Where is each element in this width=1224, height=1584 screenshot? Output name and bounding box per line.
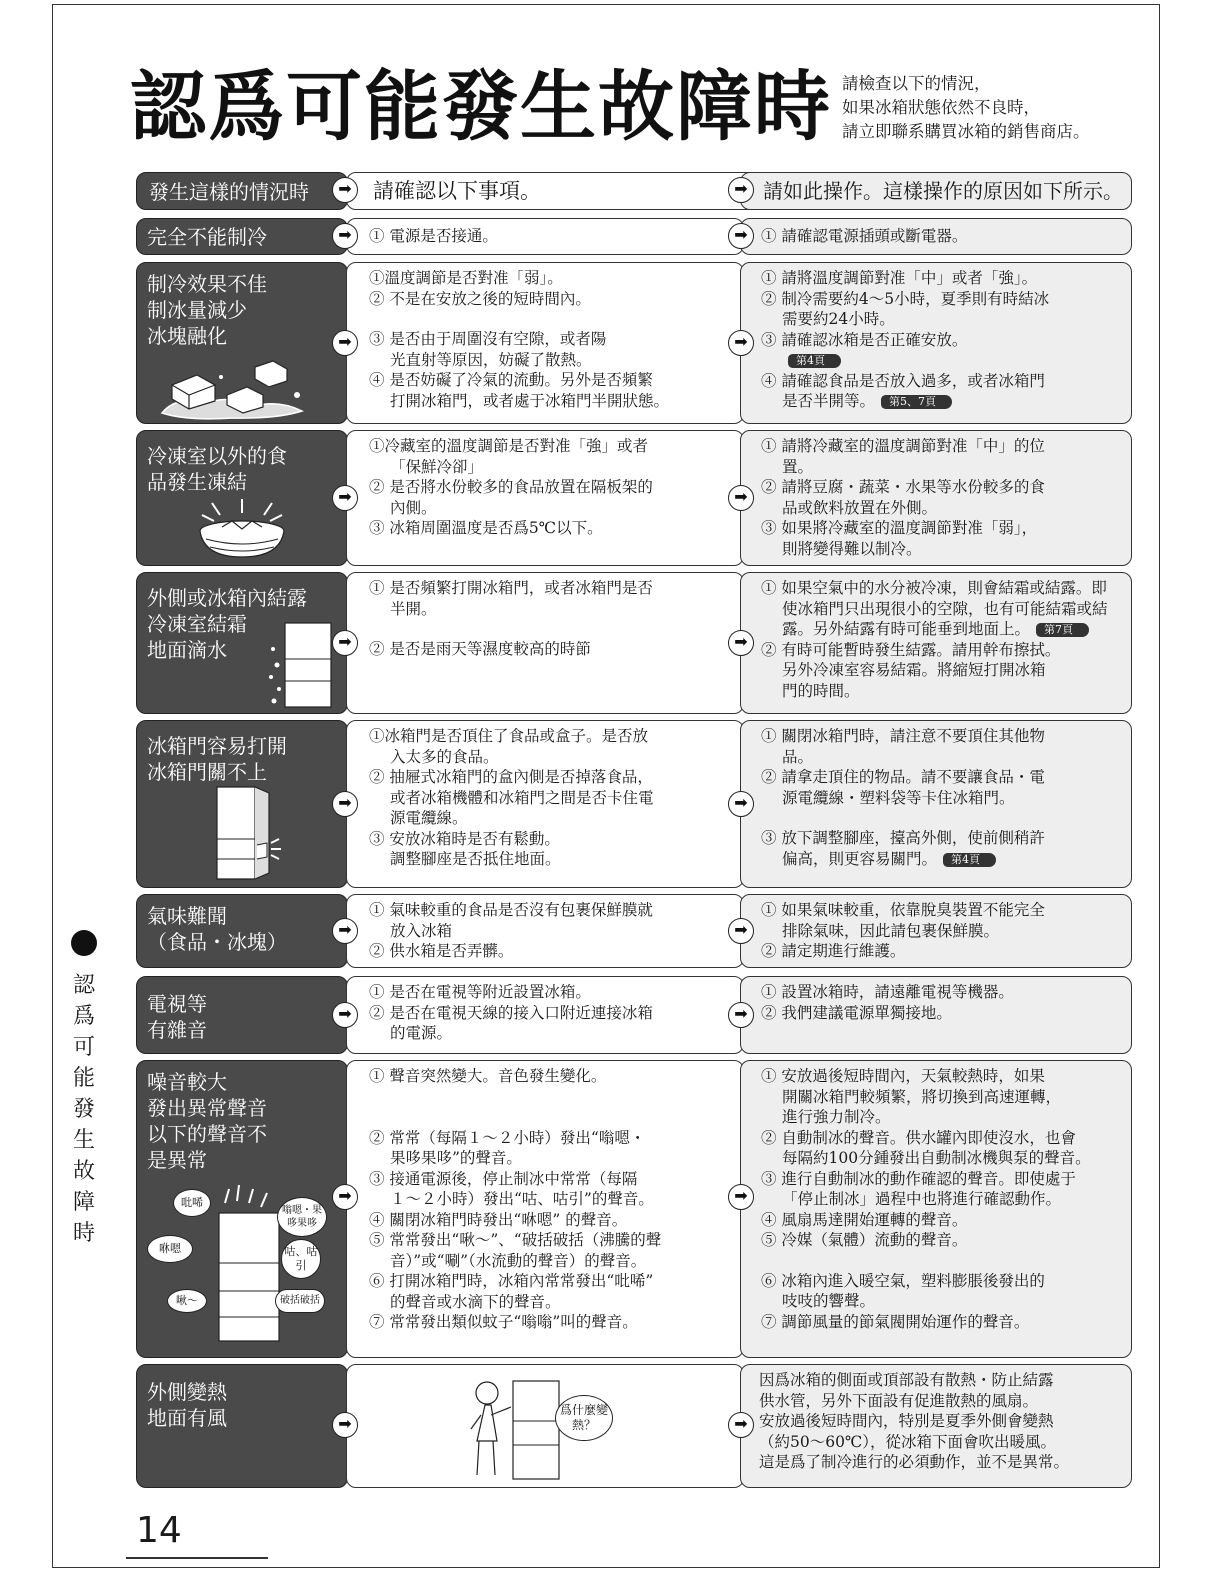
action-item: 供水管，另外下面設有促進散熱的風扇。: [759, 1391, 1039, 1410]
action-item: 每隔約100分鍾發出自動制冰機與泵的聲音。: [782, 1149, 1091, 1167]
intro-text: [842, 72, 1090, 144]
check-item: 調整腳座是否抵住地面。: [390, 850, 561, 868]
check-item: ② 供水箱是否弄髒。: [369, 942, 514, 960]
symptom-cell: [136, 218, 348, 255]
check-item: 果哆果哆”的聲音。: [390, 1149, 522, 1167]
page-reference: 第4頁: [943, 853, 996, 867]
check-item: ② 不是在安放之後的短時間內。: [369, 289, 591, 308]
check-item: 或者冰箱機體和冰箱門之間是否卡住電: [390, 788, 654, 807]
arrow-right-icon: ➡: [728, 1002, 754, 1028]
check-item: 內側。: [390, 498, 437, 517]
arrow-right-icon: ➡: [332, 1412, 358, 1438]
action-item: 「停止制冰」過程中也將進行確認動作。: [782, 1190, 1062, 1208]
action-item: ② 有時可能暫時發生結露。請用幹布擦拭。: [761, 640, 1061, 659]
check-item: ① 是否頻繁打開冰箱門，或者冰箱門是否: [369, 579, 653, 597]
frozen-bowl-illustration: [192, 497, 292, 563]
symptom-label: 冷凍室以外的食 品發生凍結: [147, 444, 287, 494]
check-item: 源電纜線。: [390, 809, 468, 827]
arrow-right-icon: ➡: [332, 1002, 358, 1028]
action-item: 另外冷凍室容易結霜。將縮短打開冰箱: [782, 661, 1046, 679]
check-item: ③ 接通電源後，停止制冰中常常（每隔: [369, 1169, 638, 1188]
check-cell: [346, 262, 744, 424]
header-action: 請如此操作。這樣操作的原因如下所示。: [740, 172, 1132, 210]
table-row: [136, 976, 1132, 1054]
action-item: ① 如果氣味較重，依靠脫臭裝置不能完全: [761, 901, 1045, 919]
action-cell: [740, 262, 1132, 424]
action-item: ① 請將溫度調節對准「中」或者「強」。: [761, 269, 1038, 287]
check-item: ④ 關閉冰箱門時發出“咻嗯” 的聲音。: [369, 1210, 628, 1229]
check-item: 打開冰箱門，或者處于冰箱門半開狀態。: [390, 391, 670, 410]
check-item: 音）”或“唰”（水流動的聲音）的聲音。: [390, 1251, 647, 1270]
check-item: 的聲音或水滴下的聲音。: [390, 1292, 561, 1311]
symptom-label: 氣味難聞 （食品・冰塊）: [147, 904, 287, 954]
table-row: [136, 1364, 1132, 1488]
action-item: 偏高，則更容易關門。: [782, 849, 938, 868]
table-row: [136, 894, 1132, 968]
table-row: [136, 430, 1132, 566]
action-item: ① 安放過後短時間內，天氣較熱時，如果: [761, 1067, 1045, 1085]
arrow-right-icon: ➡: [728, 1412, 754, 1438]
symptom-cell: [136, 976, 348, 1054]
check-cell: [346, 430, 744, 566]
melting-ice-illustration: [157, 355, 307, 421]
check-cell: [346, 894, 744, 968]
arrow-right-icon: ➡: [728, 791, 754, 817]
symptom-label: 完全不能制冷: [147, 225, 267, 249]
arrow-right-icon: ➡: [332, 177, 358, 203]
action-item: ① 如果空氣中的水分被冷凍，則會結霜或結露。即: [761, 579, 1107, 597]
action-item: 源電纜線・塑料袋等卡住冰箱門。: [782, 788, 1015, 807]
symptom-cell: [136, 430, 348, 566]
check-cell: [346, 720, 744, 888]
action-item: 露。另外結露有時可能垂到地面上。: [782, 620, 1031, 638]
action-item: 吱吱的響聲。: [782, 1292, 876, 1310]
side-label-char: 爲: [72, 1004, 95, 1029]
action-item: 品或飲料放置在外側。: [782, 498, 938, 517]
action-cell: [740, 720, 1132, 888]
symptom-label: 冰箱門容易打開 冰箱門關不上: [147, 734, 287, 784]
sound-bubble: 吡唏: [173, 1189, 211, 1217]
check-item: ⑦ 常常發出類似蚊子“嗡嗡”叫的聲音。: [369, 1313, 638, 1331]
arrow-right-icon: ➡: [728, 485, 754, 511]
side-label-char: 能: [72, 1066, 95, 1091]
symptom-cell: [136, 1364, 348, 1488]
side-label-char: 可: [72, 1035, 95, 1060]
side-label-char: 故: [72, 1159, 95, 1184]
check-item: ①溫度調節是否對准「弱」。: [369, 269, 563, 287]
action-item: ⑥ 冰箱內進入暖空氣，塑料膨脹後發出的: [761, 1271, 1045, 1290]
action-item: 是否半開等。: [782, 392, 876, 410]
check-item: 「保鮮冷卻」: [390, 457, 484, 476]
action-cell: [740, 976, 1132, 1054]
fridge-condensation-illustration: [265, 619, 339, 711]
page-number-underline: [126, 1557, 268, 1559]
check-item: 入太多的食品。: [390, 747, 499, 766]
symptom-cell: [136, 720, 348, 888]
arrow-right-icon: ➡: [332, 918, 358, 944]
page-reference: 第5、7頁: [881, 395, 952, 409]
action-cell: [740, 1060, 1132, 1358]
check-item: ⑤ 常常發出“啾～”、“破括破括（沸騰的聲: [369, 1231, 662, 1249]
action-item: ⑦ 調節風量的節氣閥開始運作的聲音。: [761, 1312, 1030, 1331]
check-item: ② 是否在電視天線的接入口附近連接冰箱: [369, 1003, 653, 1022]
table-row: [136, 262, 1132, 424]
symptom-label: 外側或冰箱內結露 冷凍室結霜 地面滴水: [147, 586, 307, 662]
action-item: 安放過後短時間內，特別是夏季外側會變熱: [759, 1412, 1054, 1430]
speech-bubble: 爲什麼變熱？: [555, 1395, 613, 1441]
action-item: 開關冰箱門較頻繁，將切換到高速運轉，: [782, 1087, 1062, 1106]
arrow-right-icon: ➡: [728, 630, 754, 656]
check-cell: [346, 1364, 744, 1488]
check-cell: [346, 976, 744, 1054]
arrow-right-icon: ➡: [332, 223, 358, 249]
action-item: ② 我們建議電源單獨接地。: [761, 1003, 952, 1022]
action-cell: [740, 894, 1132, 968]
side-label-char: 時: [72, 1221, 95, 1246]
intro-line: 請立即聯系購買冰箱的銷售商店。: [842, 122, 1090, 141]
check-item: ① 電源是否接通。: [369, 227, 498, 245]
header-situation: 發生這樣的情況時: [136, 172, 348, 210]
intro-line: 如果冰箱狀態依然不良時，: [842, 98, 1040, 117]
check-cell: [346, 572, 744, 714]
check-item: ⑥ 打開冰箱門時，冰箱內常常發出“吡唏”: [369, 1272, 654, 1290]
action-item: 門的時間。: [782, 681, 860, 700]
sound-bubble: 咕、咕引: [281, 1239, 321, 1279]
arrow-right-icon: ➡: [332, 485, 358, 511]
action-item: ③ 進行自動制冰的動作確認的聲音。即使處于: [761, 1169, 1076, 1188]
bullet-icon: [71, 930, 97, 956]
check-item: ① 聲音突然變大。音色發生變化。: [369, 1067, 607, 1085]
symptom-label: 外側變熱 地面有風: [147, 1380, 227, 1430]
sound-bubble: 咻嗯: [147, 1235, 193, 1263]
page-number: 14: [136, 1510, 182, 1551]
sound-bubble: 嗡嗯・果哆果哆: [277, 1197, 327, 1237]
action-item: ② 自動制冰的聲音。供水罐內即使沒水，也會: [761, 1128, 1076, 1147]
action-item: （約50～60℃），從冰箱下面會吹出暖風。: [759, 1432, 1057, 1451]
action-item: ① 請將冷藏室的溫度調節對准「中」的位: [761, 437, 1045, 455]
action-item: ④ 請確認食品是否放入過多，或者冰箱門: [761, 371, 1045, 390]
check-item: 半開。: [390, 599, 437, 618]
symptom-cell: [136, 894, 348, 968]
table-row: [136, 572, 1132, 714]
sound-bubble: 啾～: [167, 1289, 207, 1313]
action-item: 排除氣味，因此請包裹保鮮膜。: [782, 921, 1000, 940]
side-label-char: 生: [72, 1128, 95, 1153]
action-cell: [740, 430, 1132, 566]
side-label-char: 認: [72, 973, 95, 998]
action-item: 這是爲了制冷進行的必須動作，並不是異常。: [759, 1453, 1070, 1471]
action-item: ③ 請確認冰箱是否正確安放。: [761, 330, 968, 349]
action-cell: [740, 218, 1132, 255]
check-item: ④ 是否妨礙了冷氣的流動。另外是否頻繁: [369, 371, 653, 389]
table-row: [136, 218, 1132, 255]
check-item: 放入冰箱: [390, 921, 453, 940]
arrow-right-icon: ➡: [728, 330, 754, 356]
symptom-label: 噪音較大 發出異常聲音 以下的聲音不 是異常: [147, 1070, 267, 1172]
check-item: ③ 安放冰箱時是否有鬆動。: [369, 829, 560, 848]
action-item: 品。: [782, 747, 814, 766]
action-item: ② 請拿走頂住的物品。請不要讓食品・電: [761, 768, 1045, 786]
check-item: 的電源。: [390, 1024, 453, 1042]
action-item: ③ 如果將冷藏室的溫度調節對准「弱」，: [761, 519, 1038, 537]
action-item: ① 請確認電源插頭或斷電器。: [761, 227, 968, 245]
action-item: ① 設置冰箱時，請遠離電視等機器。: [761, 983, 1014, 1001]
check-cell: [346, 1060, 744, 1358]
side-label-text: [64, 970, 104, 1249]
symptom-cell: [136, 1060, 348, 1358]
check-item: ① 是否在電視等附近設置冰箱。: [369, 983, 591, 1001]
action-cell: [740, 1364, 1132, 1488]
action-item: 因爲冰箱的側面或頂部設有散熱・防止結露: [759, 1371, 1054, 1389]
side-label-char: 障: [72, 1190, 95, 1215]
check-item: ② 常常（每隔１～２小時）發出“嗡嗯・: [369, 1128, 646, 1147]
symptom-cell: [136, 262, 348, 424]
check-item: 光直射等原因，妨礙了散熱。: [390, 350, 592, 369]
action-cell: [740, 572, 1132, 714]
check-cell: [346, 218, 744, 255]
page-reference: 第7頁: [1036, 623, 1089, 637]
check-item: ①冷藏室的溫度調節是否對准「強」或者: [369, 437, 649, 455]
side-label-char: 發: [72, 1097, 95, 1122]
table-row: [136, 720, 1132, 888]
check-item: ② 抽屜式冰箱門的盒內側是否掉落食品，: [369, 768, 653, 786]
intro-line: 請檢查以下的情況，: [842, 74, 991, 93]
fridge-door-illustration: [207, 783, 287, 885]
symptom-cell: [136, 572, 348, 714]
arrow-right-icon: ➡: [332, 791, 358, 817]
sound-bubble: 破括破括: [275, 1289, 325, 1313]
action-item: 使冰箱門只出現很小的空隙，也有可能結霜或結: [782, 599, 1108, 618]
check-item: ①冰箱門是否頂住了食品或盒子。是否放: [369, 727, 649, 745]
action-item: 則將變得難以制冷。: [782, 539, 922, 558]
action-item: ② 制冷需要約4～5小時，夏季則有時結冰: [761, 289, 1050, 308]
action-item: ② 請將豆腐・蔬菜・水果等水份較多的食: [761, 478, 1045, 496]
action-item: 進行強力制冷。: [782, 1108, 891, 1126]
check-item: ③ 是否由于周圍沒有空隙，或者陽: [369, 330, 607, 348]
symptom-label: 電視等 有雜音: [147, 992, 207, 1042]
action-item: ① 關閉冰箱門時，請注意不要頂住其他物: [761, 727, 1045, 745]
arrow-right-icon: ➡: [332, 1184, 358, 1210]
table-header: [136, 172, 1132, 210]
arrow-right-icon: ➡: [728, 223, 754, 249]
check-item: ③ 冰箱周圍溫度是否爲5℃以下。: [369, 519, 603, 537]
check-item: ② 是否是雨天等濕度較高的時節: [369, 640, 591, 658]
action-item: ③ 放下調整腳座，擡高外側，使前側稍許: [761, 829, 1045, 847]
check-item: １～２小時）發出“咕、咕引”的聲音。: [390, 1190, 654, 1208]
check-item: ① 氣味較重的食品是否沒有包裹保鮮膜就: [369, 901, 653, 919]
action-item: 置。: [782, 457, 814, 476]
page-title: 認爲可能發生故障時: [130, 62, 832, 151]
arrow-right-icon: ➡: [332, 630, 358, 656]
action-item: ④ 風扇馬達開始運轉的聲音。: [761, 1210, 968, 1229]
table-row: [136, 1060, 1132, 1358]
action-item: ② 請定期進行維護。: [761, 942, 906, 960]
header-check: 請確認以下事項。: [346, 172, 950, 210]
action-item: ⑤ 冷媒（氣體）流動的聲音。: [761, 1231, 968, 1249]
page-reference: 第4頁: [788, 354, 841, 368]
check-item: ② 是否將水份較多的食品放置在隔板架的: [369, 478, 653, 496]
action-item: 需要約24小時。: [782, 310, 895, 328]
arrow-right-icon: ➡: [728, 1184, 754, 1210]
symptom-label: 制冷效果不佳 制冰量減少 冰塊融化: [147, 272, 267, 348]
arrow-right-icon: ➡: [728, 918, 754, 944]
arrow-right-icon: ➡: [728, 177, 754, 203]
arrow-right-icon: ➡: [332, 330, 358, 356]
side-section-label: [64, 930, 104, 1249]
